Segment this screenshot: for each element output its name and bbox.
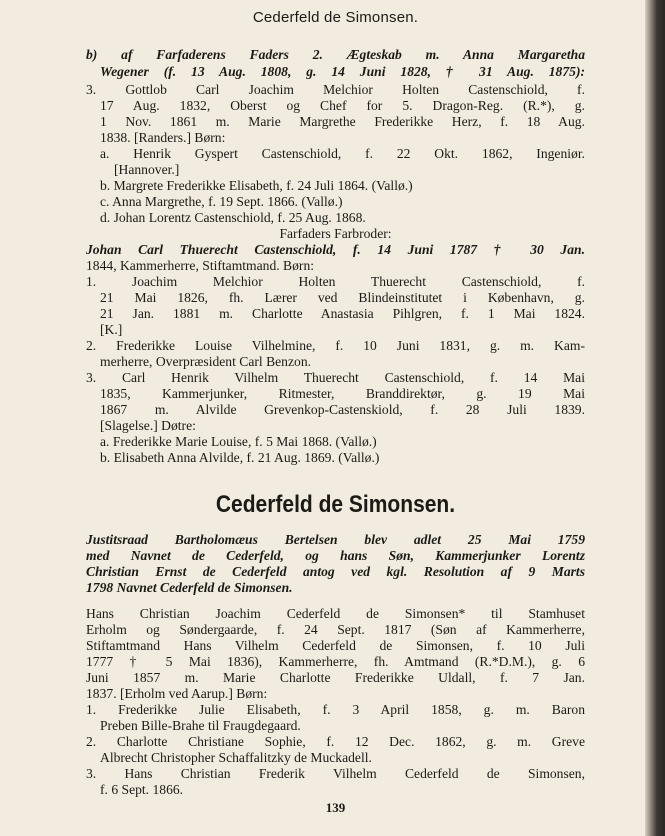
- running-header: Cederfeld de Simonsen.: [252, 9, 419, 26]
- child-line: a. Henrik Gyspert Castenschiold, f. 22 Okt. 1862, Ingeniør.: [100, 146, 585, 161]
- entry-line: 1. Joachim Melchior Holten Thuerecht Castenschiold, f.: [86, 274, 585, 289]
- text-line: Wegener (f. 13 Aug. 1808, g. 14 Juni 1828, † 31 Aug. 1875):: [100, 64, 585, 79]
- entry-line: Hans Christian Joachim Cederfeld de Simonsen* til Stamhuset: [86, 606, 585, 621]
- text-line: 1777 † 5 Mai 1836), Kammerherre, fh. Amtmand (R.*D.M.), g. 6: [86, 654, 585, 669]
- text-line: 17 Aug. 1832, Oberst og Chef for 5. Dragon-Reg. (R.*), g.: [100, 98, 585, 113]
- text-line: b) af Farfaderens Faders 2. Ægteskab m. Anna Margaretha: [86, 47, 585, 62]
- text-line: Christian Ernst de Cederfeld antog ved kgl. Resolution af 9 Marts: [86, 564, 585, 579]
- entry-line: 2. Frederikke Louise Vilhelmine, f. 10 Juni 1831, g. m. Kam-: [86, 338, 585, 353]
- text-line: 1 Nov. 1861 m. Marie Margrethe Frederikke Herz, f. 18 Aug.: [100, 114, 585, 129]
- section-title: Cederfeld de Simonsen.: [215, 491, 456, 518]
- page-edge-shadow: [645, 0, 665, 836]
- text-line: 21 Mai 1826, fh. Lærer ved Blindeinstitutet i København, g.: [100, 290, 585, 305]
- child-line: d. Johan Lorentz Castenschiold, f. 25 Aug. 1868.: [100, 210, 366, 225]
- text-line: [Slagelse.] Døtre:: [100, 418, 196, 433]
- text-line: 21 Jan. 1881 m. Charlotte Anastasia Pihlgren, f. 1 Mai 1824.: [100, 306, 585, 321]
- child-line: b. Elisabeth Anna Alvilde, f. 21 Aug. 1869. (Vallø.): [100, 450, 380, 465]
- text-line: Erholm og Søndergaarde, f. 24 Sept. 1817 (Søn af Kammerherre,: [86, 622, 585, 637]
- entry-line: 3. Carl Henrik Vilhelm Thuerecht Castenschiold, f. 14 Mai: [86, 370, 585, 385]
- child-line: 1. Frederikke Julie Elisabeth, f. 3 April 1858, g. m. Baron: [86, 702, 585, 717]
- child-line: c. Anna Margrethe, f. 19 Sept. 1866. (Vallø.): [100, 194, 343, 209]
- child-line: 2. Charlotte Christiane Sophie, f. 12 Dec. 1862, g. m. Greve: [86, 734, 585, 749]
- text-line: Stiftamtmand Hans Vilhelm Cederfeld de Simonsen, f. 10 Juli: [86, 638, 585, 653]
- subheading: Farfaders Farbroder:: [279, 226, 392, 241]
- text-line: [K.]: [100, 322, 123, 337]
- text-line: Preben Bille-Brahe til Fraugdegaard.: [100, 718, 301, 733]
- text-line: merherre, Overpræsident Carl Benzon.: [100, 354, 312, 369]
- text-line: 1798 Navnet Cederfeld de Simonsen.: [86, 580, 293, 595]
- child-line: a. Frederikke Marie Louise, f. 5 Mai 1868. (Vallø.): [100, 434, 377, 449]
- text-line: Justitsraad Bartholomæus Bertelsen blev adlet 25 Mai 1759: [86, 532, 585, 547]
- text-line: 1838. [Randers.] Børn:: [100, 130, 226, 145]
- text-line: 1844, Kammerherre, Stiftamtmand. Børn:: [86, 258, 315, 273]
- page-number: 139: [325, 800, 346, 815]
- text-line: [Hannover.]: [114, 162, 180, 177]
- text-line: 1867 m. Alvilde Grevenkop-Castenskiold, f. 28 Juli 1839.: [100, 402, 585, 417]
- text-line: f. 6 Sept. 1866.: [100, 782, 184, 797]
- child-line: b. Margrete Frederikke Elisabeth, f. 24 Juli 1864. (Vallø.): [100, 178, 413, 193]
- text-line: med Navnet de Cederfeld, og hans Søn, Kammerjunker Lorentz: [86, 548, 585, 563]
- entry-line: 3. Gottlob Carl Joachim Melchior Holten Castenschiold, f.: [86, 82, 585, 97]
- text-line: 1835, Kammerjunker, Ritmester, Branddirektør, g. 19 Mai: [100, 386, 585, 401]
- text-line: Juni 1857 m. Marie Charlotte Frederikke Uldall, f. 7 Jan.: [86, 670, 585, 685]
- text-line: 1837. [Erholm ved Aarup.] Børn:: [86, 686, 268, 701]
- child-line: 3. Hans Christian Frederik Vilhelm Cederfeld de Simonsen,: [86, 766, 585, 781]
- text-line: Albrecht Christopher Schaffalitzky de Muckadell.: [100, 750, 372, 765]
- text-line: Johan Carl Thuerecht Castenschiold, f. 14 Juni 1787 † 30 Jan.: [86, 242, 585, 257]
